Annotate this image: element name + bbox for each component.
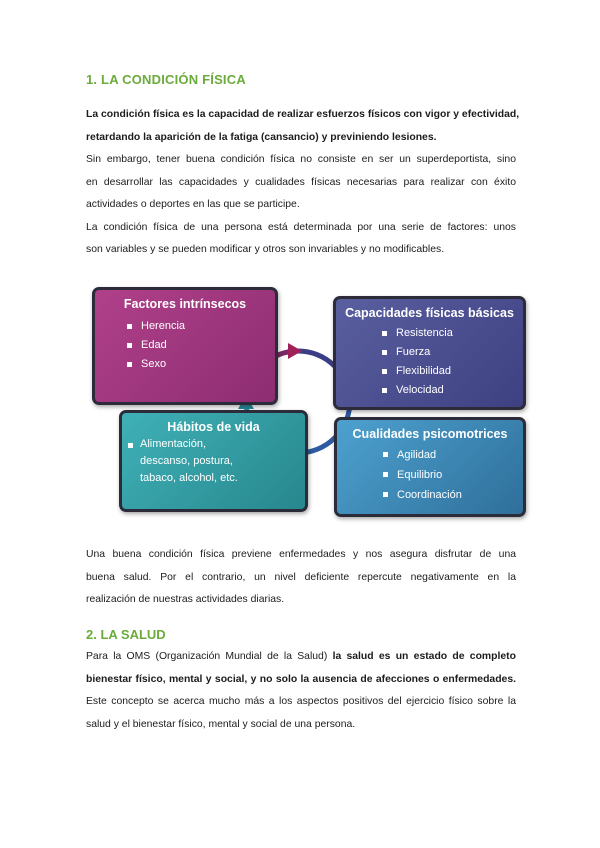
- paragraph-line: Una buena condición física previene enfermedades y nos asegura disfrutar de una: [86, 549, 516, 560]
- habitos-de-vida-box: [119, 410, 308, 512]
- factores-intrinsecos-title: Factores intrínsecos: [123, 297, 247, 311]
- oms-line-1: [86, 646, 516, 669]
- paragraph-line: salud y el bienestar físico, mental y social de una persona.: [86, 718, 356, 730]
- oms-line-2: bienestar físico, mental y social, y no solo la ausencia de afecciones o enfermedades.: [86, 673, 516, 685]
- habito-item: [126, 453, 305, 470]
- cualidades-psicomotrices-title: Cualidades psicomotrices: [352, 427, 508, 441]
- paragraph-line: en desarrollar las capacidades y cualidades físicas necesarias para realizar con éxito: [86, 176, 516, 188]
- paragraph-line: Sin embargo, tener buena condición física no consiste en ser un superdeportista, sino: [86, 154, 516, 165]
- section-heading-condicion-fisica: 1. LA CONDICIÓN FÍSICA: [86, 72, 246, 87]
- factores-intrinsecos-box: [92, 287, 278, 405]
- cualidad-item: Equilibrio: [381, 465, 523, 485]
- definition-line: retardando la aparición de la fatiga (cansancio) y previniendo lesiones.: [86, 131, 437, 143]
- condicion-fisica-factors-diagram: [88, 283, 528, 519]
- factor-item: Herencia: [125, 317, 275, 336]
- paragraph-line: La condición física de una persona está determinada por una serie de factores: unos: [86, 221, 516, 233]
- cualidad-item: Coordinación: [381, 485, 523, 505]
- habitos-de-vida-title: Hábitos de vida: [167, 420, 260, 434]
- paragraph-line: realización de nuestras actividades diarias.: [86, 594, 285, 605]
- definition-line: La condición física es la capacidad de realizar esfuerzos físicos con vigor y efectividad,: [86, 109, 520, 120]
- capacidades-fisicas-title: Capacidades físicas básicas: [345, 306, 514, 320]
- factor-item: Sexo: [125, 355, 275, 374]
- oms-line-bold: la salud es un estado de completo: [332, 651, 516, 662]
- cualidad-item: Agilidad: [381, 445, 523, 465]
- capacidad-item: Velocidad: [380, 381, 523, 400]
- definition-paragraph: [86, 104, 520, 262]
- paragraph-line: buena salud. Por el contrario, un nivel deficiente repercute negativamente en la: [86, 571, 516, 583]
- paragraph-line: Este concepto se acerca mucho más a los aspectos positivos del ejercicio físico sobre la: [86, 696, 516, 707]
- paragraph-line: son variables y se pueden modificar y otros son invariables y no modificables.: [86, 244, 445, 255]
- health-consequence-paragraph: [86, 544, 516, 612]
- section-heading-salud: 2. LA SALUD: [86, 627, 166, 642]
- capacidad-item: Flexibilidad: [380, 362, 523, 381]
- cualidades-psicomotrices-box: [334, 417, 526, 517]
- oms-line-plain: Para la OMS (Organización Mundial de la Salud): [86, 651, 333, 662]
- capacidad-item: Fuerza: [380, 343, 523, 362]
- capacidades-fisicas-box: [333, 296, 526, 410]
- habito-item: [126, 470, 305, 487]
- habito-item: Alimentación,: [126, 436, 305, 453]
- factor-item: Edad: [125, 336, 275, 355]
- habito-item-continued: descanso, postura,: [140, 455, 233, 467]
- oms-definition-paragraph: [86, 646, 516, 736]
- habito-item-continued: tabaco, alcohol, etc.: [140, 472, 238, 484]
- paragraph-line: actividades o deportes en las que se participe.: [86, 199, 300, 210]
- capacidad-item: Resistencia: [380, 324, 523, 343]
